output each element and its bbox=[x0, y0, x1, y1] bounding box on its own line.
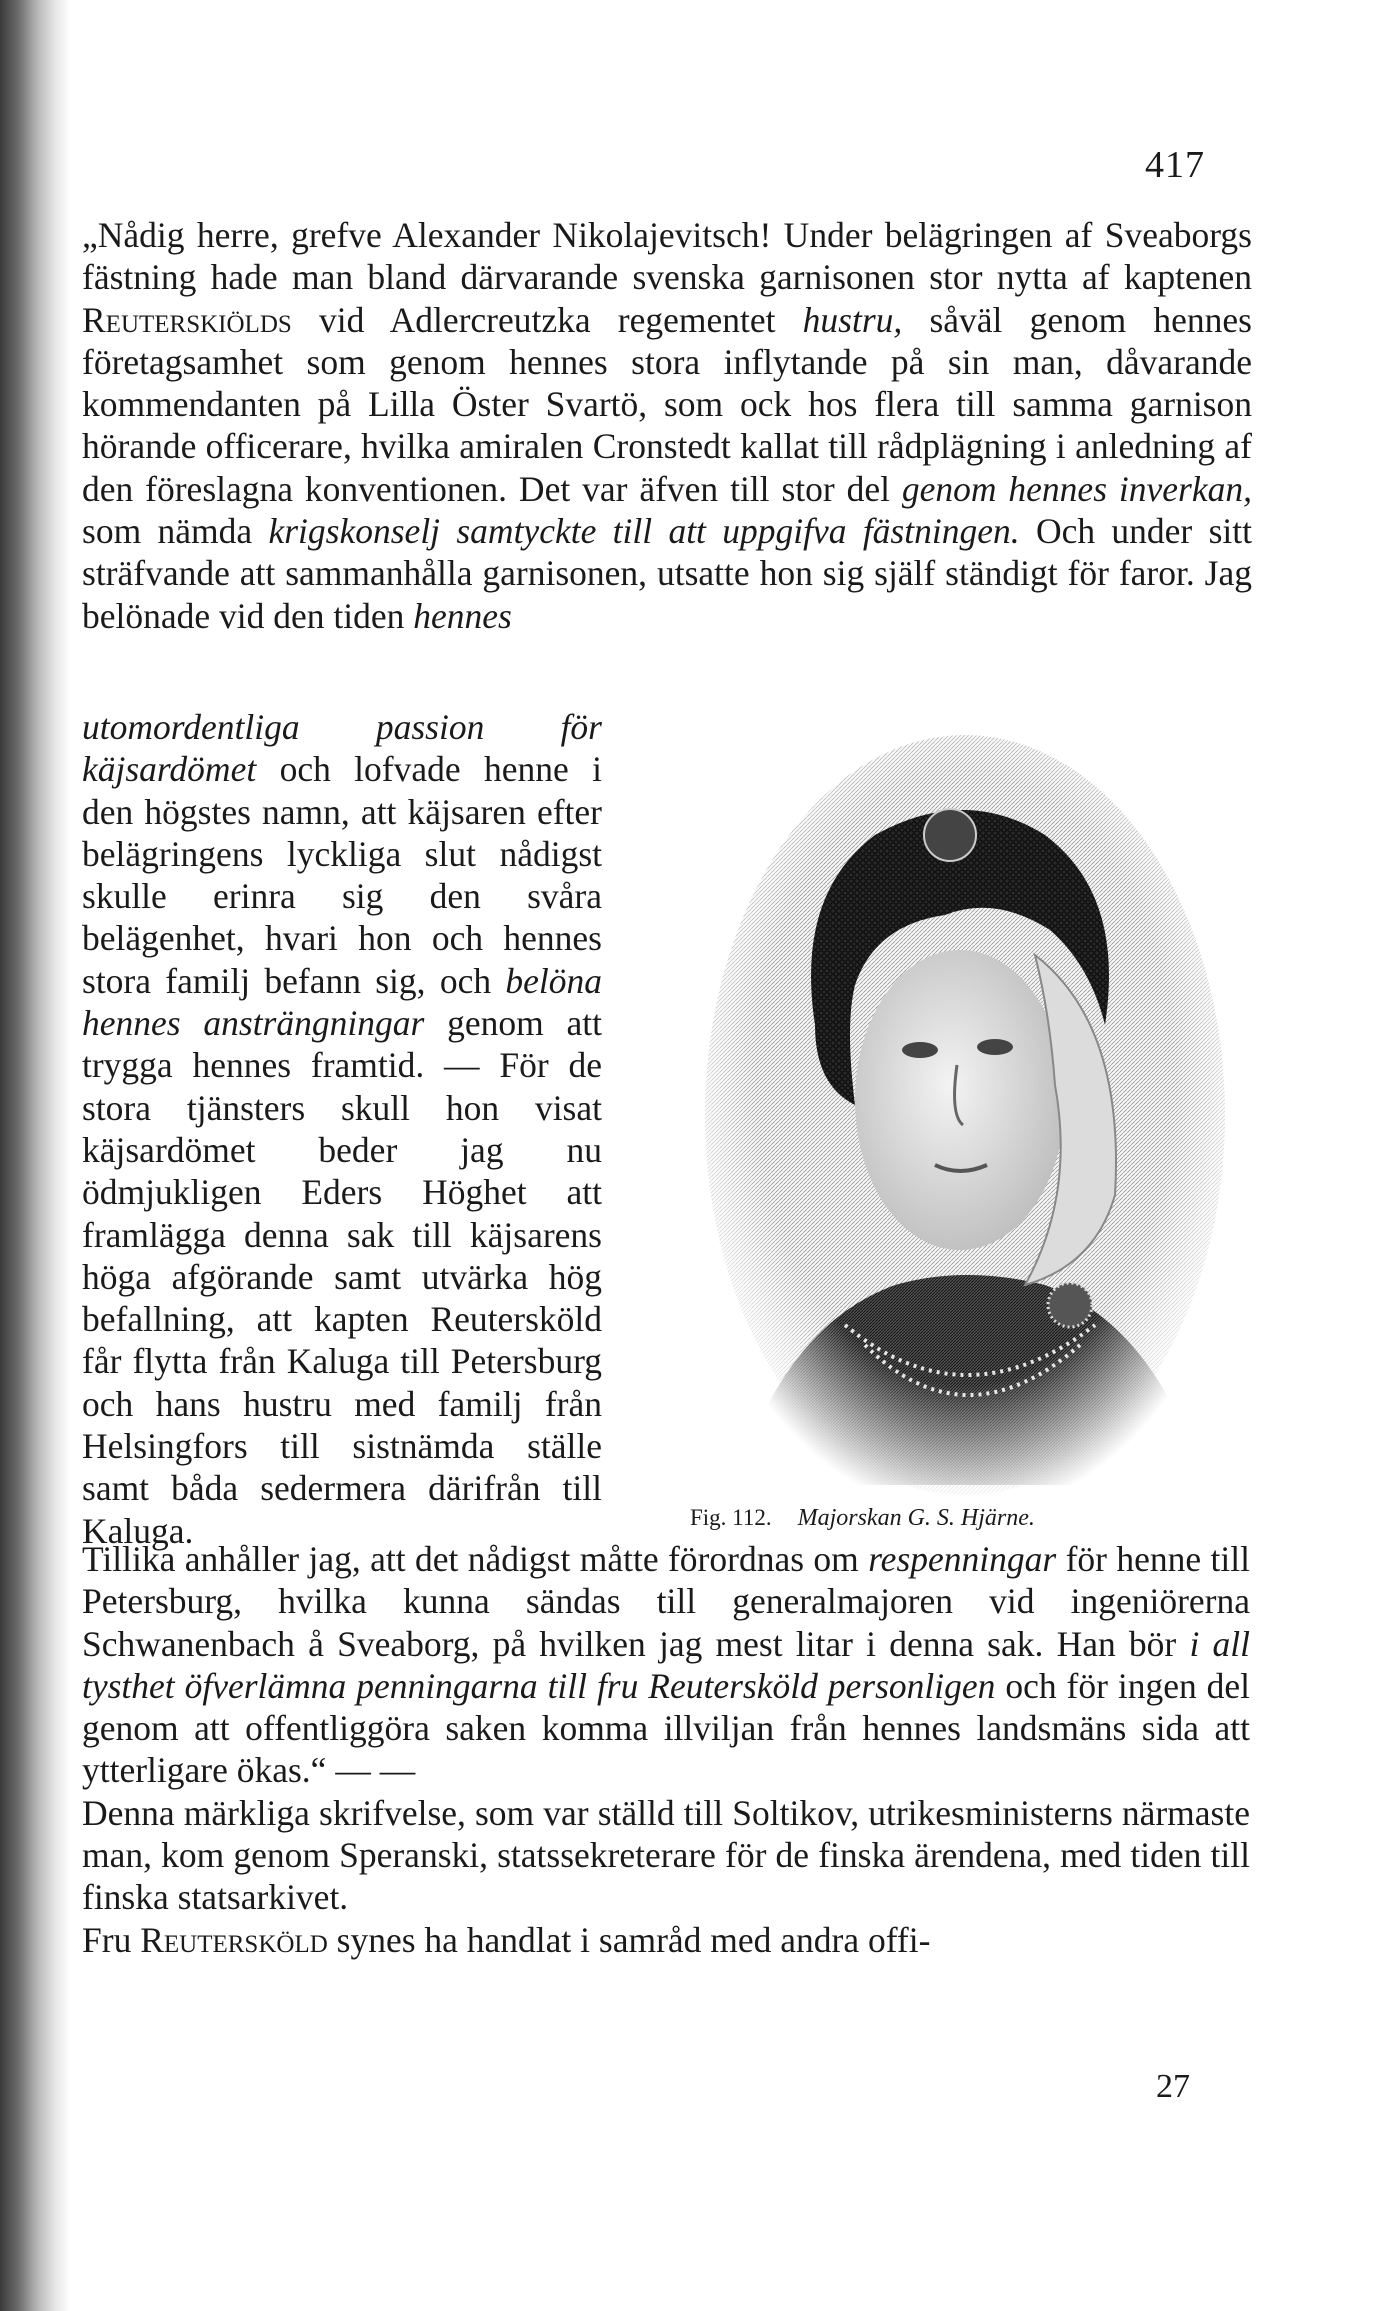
emphasis-text: krigskonselj samtyckte till att uppgifva fästningen. bbox=[268, 511, 1020, 552]
text-run: genom att trygga hennes framtid. — För de stora tjänsters skull hon visat käjsardömet beder jag nu ödmjukligen Eders Höghet att framlägga denna sak till käjsarens höga afgörande samt utvärka hög befallning, att kapten Reutersköld får flytta från Kaluga till Petersburg och hans hustru med familj från Helsingfors till sistnämda ställe samt båda sedermera därifrån till Kaluga. bbox=[82, 1003, 602, 1551]
emphasis-text: utomordentliga passion för käjsardömet bbox=[82, 707, 602, 790]
emphasis-text: i all tysthet öfverlämna penningarna till fru Reutersköld personligen bbox=[82, 1623, 1250, 1706]
book-spine-shadow bbox=[0, 0, 70, 2311]
text-run: vid Adlercreutzka regementet bbox=[291, 299, 803, 340]
name-smallcaps: Reuterskiölds bbox=[82, 299, 292, 340]
name-smallcaps: Reutersköld bbox=[140, 1919, 328, 1960]
paragraph-letter-middle bbox=[82, 706, 602, 1552]
portrait-image bbox=[695, 725, 1235, 1515]
page-number: 417 bbox=[1145, 144, 1205, 186]
portrait-engraving bbox=[695, 725, 1235, 1515]
text-run: synes ha handlat i samråd med andra offi- bbox=[327, 1919, 931, 1960]
text-run: för henne till Petersburg, hvilka kunna sändas till generalmajoren vid ingeniörerna Schwanenbach å Sveaborg, på hvilken jag mest litar i denna sak. Han bör bbox=[82, 1539, 1250, 1664]
text-run: Och under sitt sträfvande att sammanhålla garnisonen, utsatte hon sig själf ständigt för faror. Jag belönade vid den tiden bbox=[82, 511, 1252, 636]
text-run: Fru bbox=[82, 1919, 141, 1960]
paragraph-commentary: Denna märkliga skrifvelse, som var ställd till Soltikov, utrikesministerns närmaste man, kom genom Speranski, statssekreterare för de finska ärendena, med tiden till finska statsarkivet. bbox=[82, 1792, 1250, 1918]
emphasis-text: belöna hennes ansträngningar bbox=[82, 960, 602, 1044]
emphasis-text: respenningar bbox=[868, 1539, 1057, 1579]
text-run: såväl genom hennes företagsamhet som genom hennes stora inflytande på sin man, dåvarande kommendanten på Lilla Öster Svartö, som ock hos flera till samma garnison hörande officerare, hvilka amiralen Cronstedt kallat till rådplägning i anledning af den föreslagna konventionen. Det var äfven till stor del bbox=[82, 299, 1252, 509]
text-run: som nämda bbox=[82, 511, 269, 552]
figure-number: Fig. 112. bbox=[690, 1505, 772, 1530]
text-run: och lofvade henne i den högstes namn, att käjsaren efter belägringens lyckliga slut nådigst skulle erinra sig den svåra belägenhet, hvari hon och hennes stora familj befann sig, och bbox=[82, 749, 602, 1001]
figure-caption-text: Majorskan G. S. Hjärne. bbox=[797, 1505, 1035, 1531]
paragraph-letter-closing bbox=[82, 1538, 1250, 1961]
emphasis-text: genom hennes inverkan, bbox=[901, 468, 1252, 509]
figure-caption bbox=[690, 1505, 1290, 1532]
text-run: och för ingen del genom att offentliggöra saken komma illviljan från hennes landsmäns sida att ytterligare ökas.“ — — bbox=[82, 1665, 1250, 1791]
paragraph-letter-opening bbox=[82, 214, 1252, 637]
emphasis-text: hustru, bbox=[802, 299, 903, 340]
emphasis-text: hennes bbox=[413, 595, 512, 636]
text-run: Tillika anhåller jag, att det nådigst måtte förordnas om bbox=[82, 1539, 869, 1579]
text-run: „Nådig herre, grefve Alexander Nikolajevitsch! Under belägringen af Sveaborgs fästning hade man bland därvarande svenska garnisonen stor nytta af kaptenen bbox=[82, 215, 1252, 298]
signature-mark: 27 bbox=[1156, 2068, 1190, 2105]
